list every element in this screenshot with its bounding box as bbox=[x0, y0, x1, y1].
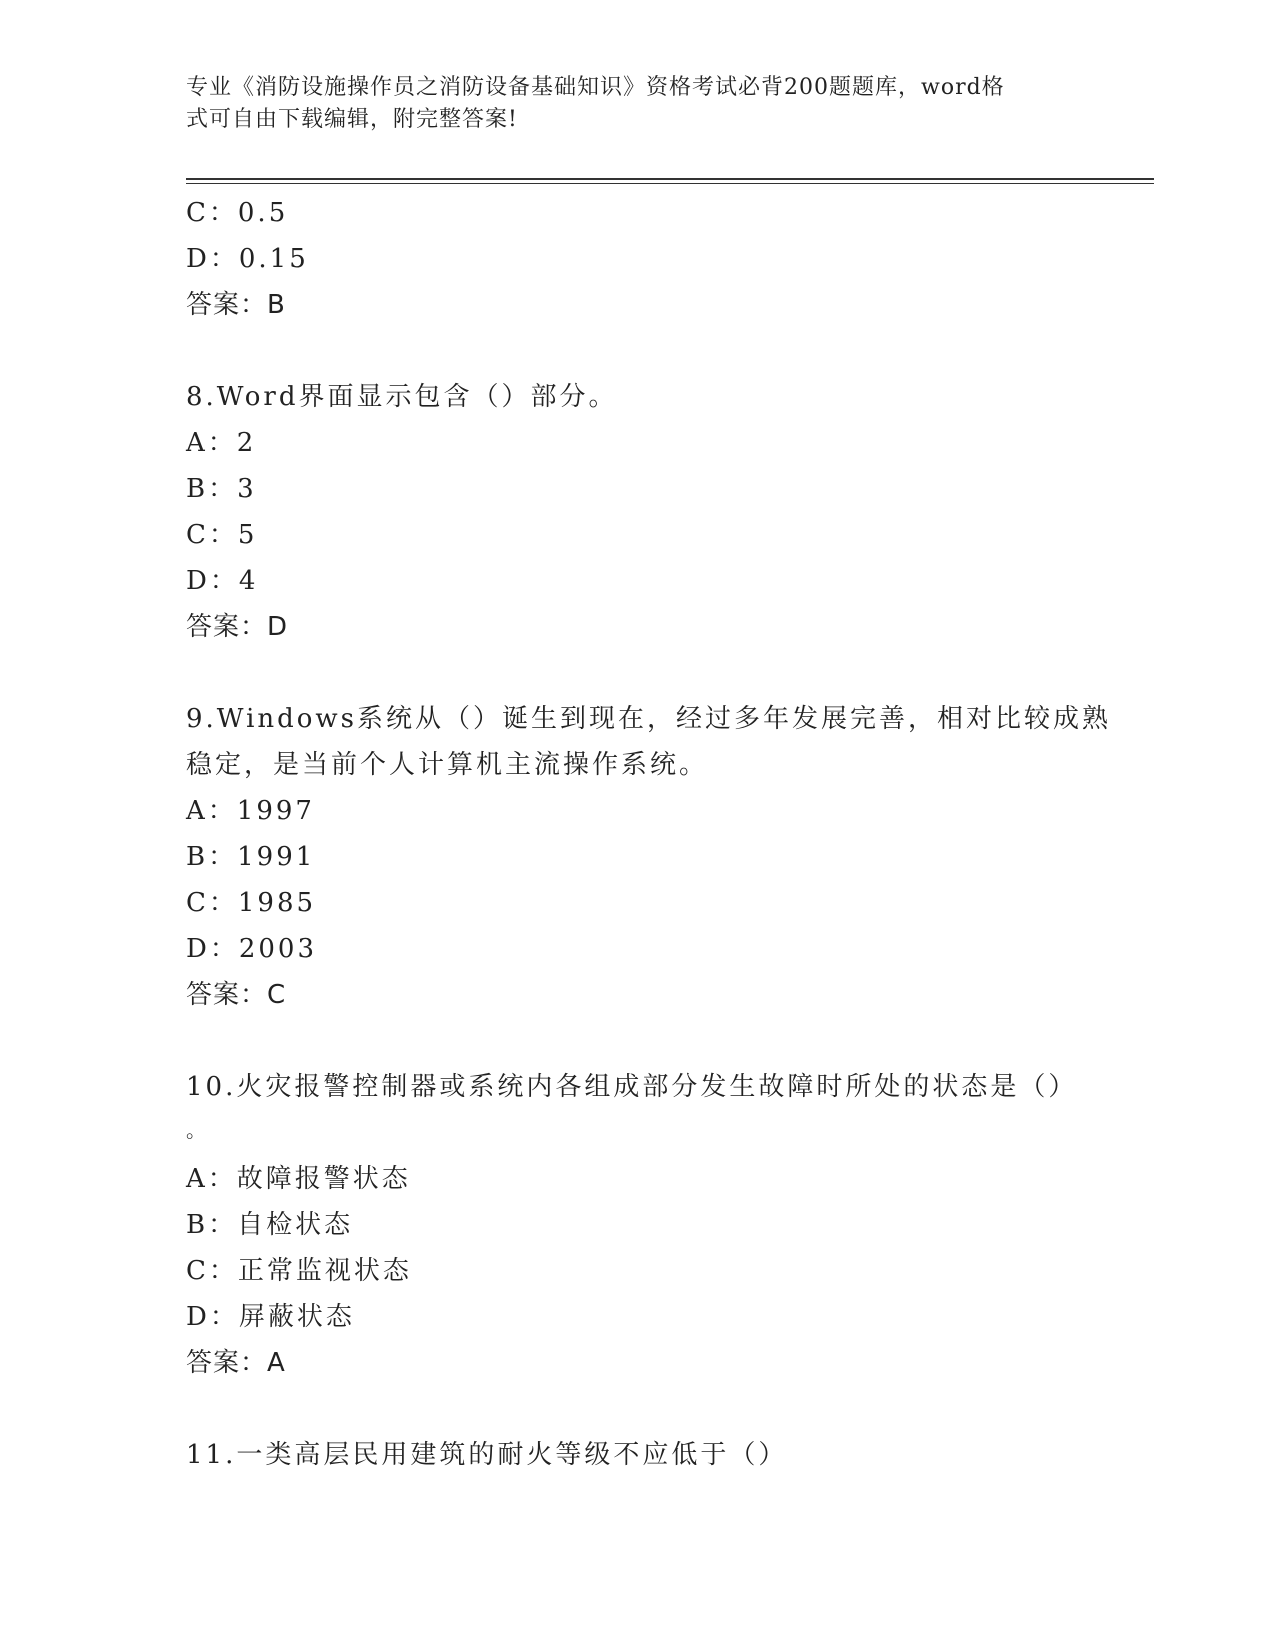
option-c: C：0.5 bbox=[186, 198, 289, 228]
header-line-2: 式可自由下载编辑，附完整答案! bbox=[186, 107, 518, 132]
question-list bbox=[186, 190, 1112, 1478]
header-line-1: 专业《消防设施操作员之消防设备基础知识》资格考试必背200题题库，word格 bbox=[186, 75, 1005, 100]
option-d: D：4 bbox=[186, 566, 259, 596]
option-c: C：5 bbox=[186, 520, 258, 550]
header-divider-thin bbox=[186, 183, 1154, 184]
question-block-7 bbox=[186, 190, 1086, 328]
question-block-8 bbox=[186, 374, 1086, 650]
question-stem: 11.一类高层民用建筑的耐火等级不应低于（） bbox=[186, 1440, 788, 1470]
option-b: B：3 bbox=[186, 474, 257, 504]
option-d: D：2003 bbox=[186, 934, 318, 964]
answer-line: 答案：D bbox=[186, 612, 289, 642]
option-b: B：自检状态 bbox=[186, 1210, 354, 1240]
question-block-10 bbox=[186, 1064, 1086, 1386]
option-a: A：1997 bbox=[186, 796, 315, 826]
option-c: C：正常监视状态 bbox=[186, 1256, 412, 1286]
option-d: D：屏蔽状态 bbox=[186, 1302, 355, 1332]
option-d: D：0.15 bbox=[186, 244, 309, 274]
option-a: A：2 bbox=[186, 428, 257, 458]
option-a: A：故障报警状态 bbox=[186, 1164, 411, 1194]
answer-line: 答案：C bbox=[186, 980, 287, 1010]
question-stem: 9.Windows系统从（）诞生到现在，经过多年发展完善，相对比较成熟 bbox=[186, 704, 1112, 734]
answer-line: 答案：B bbox=[186, 290, 286, 320]
option-b: B：1991 bbox=[186, 842, 316, 872]
document-header bbox=[186, 72, 1066, 136]
question-stem-continued: 稳定，是当前个人计算机主流操作系统。 bbox=[186, 750, 709, 780]
answer-line: 答案：A bbox=[186, 1348, 286, 1378]
question-block-11 bbox=[186, 1432, 1086, 1478]
question-stem: 10.火灾报警控制器或系统内各组成部分发生故障时所处的状态是（） bbox=[186, 1072, 1078, 1102]
option-c: C：1985 bbox=[186, 888, 317, 918]
header-divider bbox=[186, 178, 1154, 180]
question-stem: 8.Word界面显示包含（）部分。 bbox=[186, 382, 618, 412]
question-block-9 bbox=[186, 696, 1112, 1018]
question-stem-continued: 。 bbox=[186, 1118, 209, 1142]
